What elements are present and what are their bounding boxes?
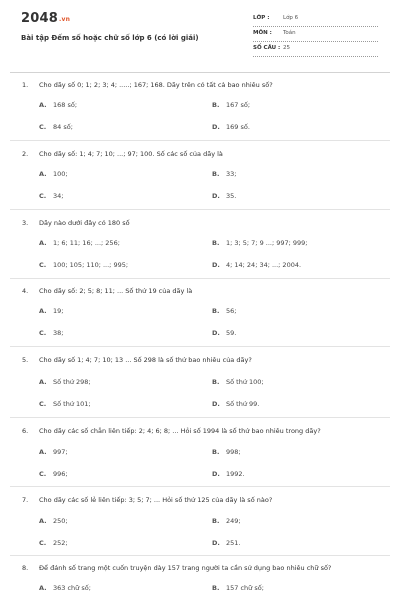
question-divider: [10, 486, 390, 487]
option-key: D.: [212, 261, 220, 269]
option-key: A.: [39, 584, 47, 592]
option-text: 84 số;: [53, 123, 73, 131]
option-text: 169 số.: [226, 123, 250, 131]
option-key: C.: [39, 539, 47, 547]
option-text: 998;: [226, 448, 241, 456]
option-text: 1; 6; 11; 16; ...; 256;: [53, 239, 120, 247]
option-key: B.: [212, 378, 220, 386]
site-logo[interactable]: [21, 11, 70, 26]
option-key: A.: [39, 239, 47, 247]
option-text: Số thứ 99.: [226, 400, 260, 408]
option-text: 252;: [53, 539, 68, 547]
option-key: B.: [212, 584, 220, 592]
question-text: Dãy nào dưới đây có 180 số: [39, 219, 130, 227]
meta-label: SỐ CÂU :: [253, 45, 281, 51]
question-number: 5.: [22, 356, 29, 364]
question-number: 7.: [22, 496, 29, 504]
question-text: Cho dãy số: 2; 5; 8; 11; ... Số thứ 19 của dãy là: [39, 287, 193, 295]
option-key: A.: [39, 101, 47, 109]
header-divider: [10, 72, 390, 73]
option-text: 4; 14; 24; 34; ...; 2004.: [226, 261, 302, 269]
question-number: 4.: [22, 287, 29, 295]
option-text: 157 chữ số;: [226, 584, 264, 592]
question-divider: [10, 417, 390, 418]
option-text: 59.: [226, 329, 237, 337]
option-key: D.: [212, 192, 220, 200]
option-text: Số thứ 100;: [226, 378, 264, 386]
option-text: 35.: [226, 192, 237, 200]
option-text: 363 chữ số;: [53, 584, 91, 592]
question-divider: [10, 555, 390, 556]
option-text: 56;: [226, 307, 237, 315]
document-title: Bài tập Đếm số hoặc chữ số lớp 6 (có lời giải): [21, 34, 199, 42]
question-text: Cho dãy số 0; 1; 2; 3; 4; .....; 167; 168. Dãy trên có tất cả bao nhiêu số?: [39, 81, 273, 89]
option-key: A.: [39, 307, 47, 315]
meta-label: LỚP :: [253, 15, 270, 21]
option-text: 100;: [53, 170, 68, 178]
logo-tld: .vn: [58, 16, 71, 23]
option-text: 251.: [226, 539, 241, 547]
question-text: Cho dãy số: 1; 4; 7; 10; ...; 97; 100. Số các số của dãy là: [39, 150, 223, 158]
option-key: C.: [39, 261, 47, 269]
logo-main: 2048: [21, 11, 58, 26]
option-text: 33;: [226, 170, 237, 178]
question-text: Cho dãy số 1; 4; 7; 10; 13 ... Số 298 là số thứ bao nhiêu của dãy?: [39, 356, 252, 364]
option-text: 34;: [53, 192, 64, 200]
option-text: 249;: [226, 517, 241, 525]
option-key: D.: [212, 470, 220, 478]
meta-value: Toán: [283, 30, 296, 36]
meta-label: MÔN :: [253, 30, 272, 36]
question-number: 1.: [22, 81, 29, 89]
option-key: C.: [39, 192, 47, 200]
option-text: 997;: [53, 448, 68, 456]
option-key: D.: [212, 539, 220, 547]
meta-value: Lớp 6: [283, 15, 299, 21]
option-text: 100; 105; 110; ...; 995;: [53, 261, 129, 269]
option-key: C.: [39, 329, 47, 337]
question-divider: [10, 209, 390, 210]
meta-class-row: [253, 14, 378, 27]
question-number: 8.: [22, 564, 29, 572]
option-key: C.: [39, 123, 47, 131]
option-key: A.: [39, 170, 47, 178]
option-key: D.: [212, 123, 220, 131]
question-divider: [10, 346, 390, 347]
option-text: 167 số;: [226, 101, 251, 109]
meta-count-row: [253, 44, 378, 57]
question-text: Cho dãy các số chẵn liên tiếp: 2; 4; 6; 8; ... Hỏi số 1994 là số thứ bao nhiêu trong dãy?: [39, 427, 321, 435]
option-key: C.: [39, 400, 47, 408]
question-number: 2.: [22, 150, 29, 158]
option-text: Số thứ 101;: [53, 400, 91, 408]
option-text: 996;: [53, 470, 68, 478]
option-key: B.: [212, 239, 220, 247]
option-text: Số thứ 298;: [53, 378, 91, 386]
option-text: 19;: [53, 307, 64, 315]
option-text: 250;: [53, 517, 68, 525]
option-key: B.: [212, 517, 220, 525]
option-key: C.: [39, 470, 47, 478]
meta-value: 25: [283, 45, 290, 51]
question-text: Để đánh số trang một cuốn truyện dày 157 trang người ta cần sử dụng bao nhiêu chữ số?: [39, 564, 332, 572]
question-divider: [10, 140, 390, 141]
option-key: D.: [212, 400, 220, 408]
option-text: 168 số;: [53, 101, 78, 109]
question-text: Cho dãy các số lẻ liên tiếp: 3; 5; 7; ... Hỏi số thứ 125 của dãy là số nào?: [39, 496, 273, 504]
option-key: B.: [212, 448, 220, 456]
option-text: 38;: [53, 329, 64, 337]
option-key: A.: [39, 448, 47, 456]
question-number: 3.: [22, 219, 29, 227]
option-key: A.: [39, 517, 47, 525]
option-text: 1992.: [226, 470, 245, 478]
option-key: B.: [212, 101, 220, 109]
option-text: 1; 3; 5; 7; 9 ...; 997; 999;: [226, 239, 308, 247]
question-number: 6.: [22, 427, 29, 435]
option-key: A.: [39, 378, 47, 386]
document-header: [0, 0, 400, 70]
question-divider: [10, 278, 390, 279]
meta-subject-row: [253, 29, 378, 42]
option-key: D.: [212, 329, 220, 337]
option-key: B.: [212, 307, 220, 315]
option-key: B.: [212, 170, 220, 178]
